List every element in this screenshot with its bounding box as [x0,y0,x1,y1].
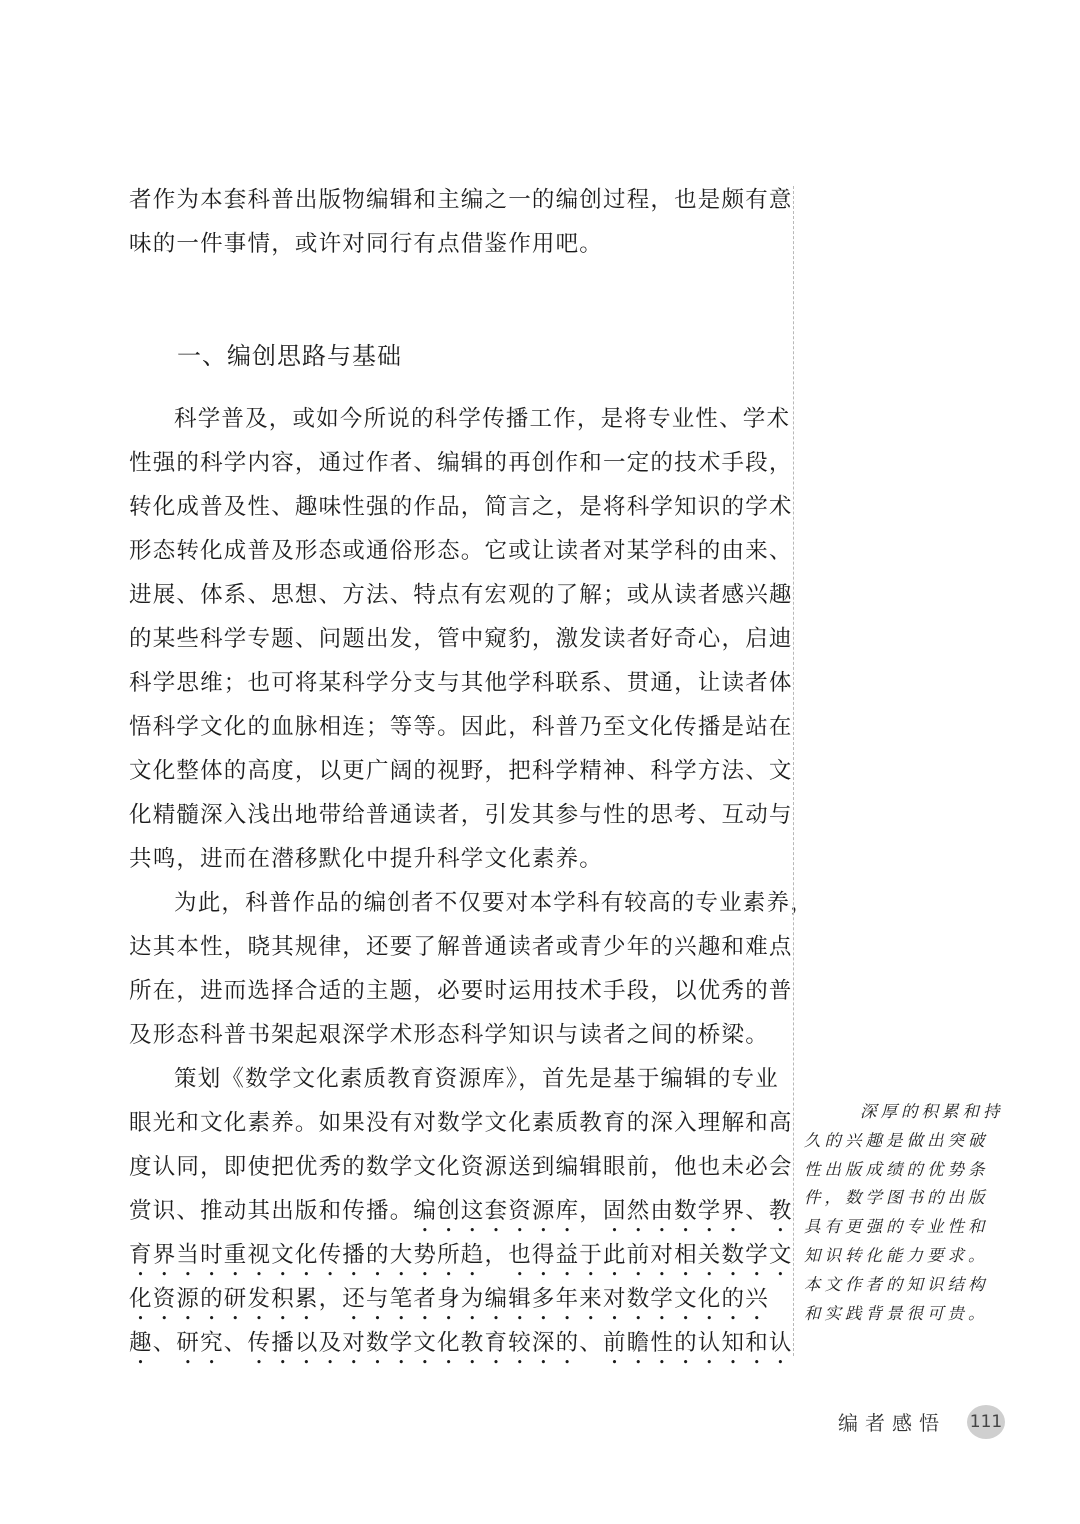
emphasized-text: 编创这套资源库，固然由数学界、教 [413,1198,793,1224]
paragraph-line: 科学思维；也可将某科学分支与其他学科联系、贯通，让读者体 [129,670,793,696]
side-note-line: 性出版成绩的优势条 [804,1159,989,1179]
side-note-line: 和实践背景很可贵。 [804,1303,989,1323]
paragraph-line: 科学普及，或如今所说的科学传播工作，是将专业性、学术 [174,406,791,432]
side-note-line: 久的兴趣是做出突破 [804,1130,989,1150]
paragraph-line: 化精髓深入浅出地带给普通读者，引发其参与性的思考、互动与 [129,802,793,828]
paragraph-line: 转化成普及性、趣味性强的作品，简言之，是将科学知识的学术 [129,494,793,520]
paragraph-line: 达其本性，晓其规律，还要了解普通读者或青少年的兴趣和难点 [129,934,793,960]
margin-divider [793,186,794,1356]
side-note-line: 知识转化能力要求。 [804,1245,989,1265]
paragraph-line: 的某些科学专题、问题出发，管中窥豹，激发读者好奇心，启迪 [129,626,793,652]
emphasized-line: 育界当时重视文化传播的大势所趋，也得益于此前对相关数学文 [129,1242,793,1268]
paragraph-line: 进展、体系、思想、方法、特点有宏观的了解；或从读者感兴趣 [129,582,793,608]
paragraph-line [129,1197,793,1237]
emphasized-line: 趣、研究、传播以及对数学文化教育较深的、前瞻性的认知和认 [129,1330,793,1356]
paragraph-line: 眼光和文化素养。如果没有对数学文化素质教育的深入理解和高 [129,1110,793,1136]
paragraph-line: 悟科学文化的血脉相连；等等。因此，科普乃至文化传播是站在 [129,714,793,740]
paragraph-line: 度认同，即使把优秀的数学文化资源送到编辑眼前，他也未必会 [129,1154,793,1180]
paragraph-line: 性强的科学内容，通过作者、编辑的再创作和一定的技术手段， [129,450,793,476]
side-note-line: 深厚的积累和持 [860,1102,1004,1121]
running-footer-title: 编者感悟 [838,1411,946,1435]
plain-text: 赏识、推动其出版和传播。 [129,1198,414,1224]
paragraph-line: 及形态科普书架起艰深学术形态科学知识与读者之间的桥梁。 [129,1022,769,1048]
paragraph-line: 所在，进而选择合适的主题，必要时运用技术手段，以优秀的普 [129,978,793,1004]
side-note-line: 件，数学图书的出版 [804,1188,989,1208]
side-note [804,1098,1012,1328]
paragraph-line: 味的一件事情，或许对同行有点借鉴作用吧。 [129,231,604,257]
paragraph-line: 为此，科普作品的编创者不仅要对本学科有较高的专业素养， [174,890,814,916]
section-heading: 一、编创思路与基础 [177,342,402,370]
paragraph-line: 者作为本套科普出版物编辑和主编之一的编创过程，也是颇有意 [129,187,793,213]
paragraph-line: 形态转化成普及形态或通俗形态。它或让读者对某学科的由来、 [129,538,793,564]
paragraph-line: 策划《数学文化素质教育资源库》，首先是基于编辑的专业 [174,1066,779,1092]
side-note-line: 具有更强的专业性和 [804,1217,989,1237]
page-number: 111 [967,1405,1005,1439]
paragraph-line: 共鸣，进而在潜移默化中提升科学文化素养。 [129,846,604,872]
side-note-line: 本文作者的知识结构 [804,1274,989,1294]
paragraph-line: 文化整体的高度，以更广阔的视野，把科学精神、科学方法、文 [129,758,793,784]
emphasized-line: 化资源的研发积累，还与笔者身为编辑多年来对数学文化的兴 [129,1286,769,1312]
